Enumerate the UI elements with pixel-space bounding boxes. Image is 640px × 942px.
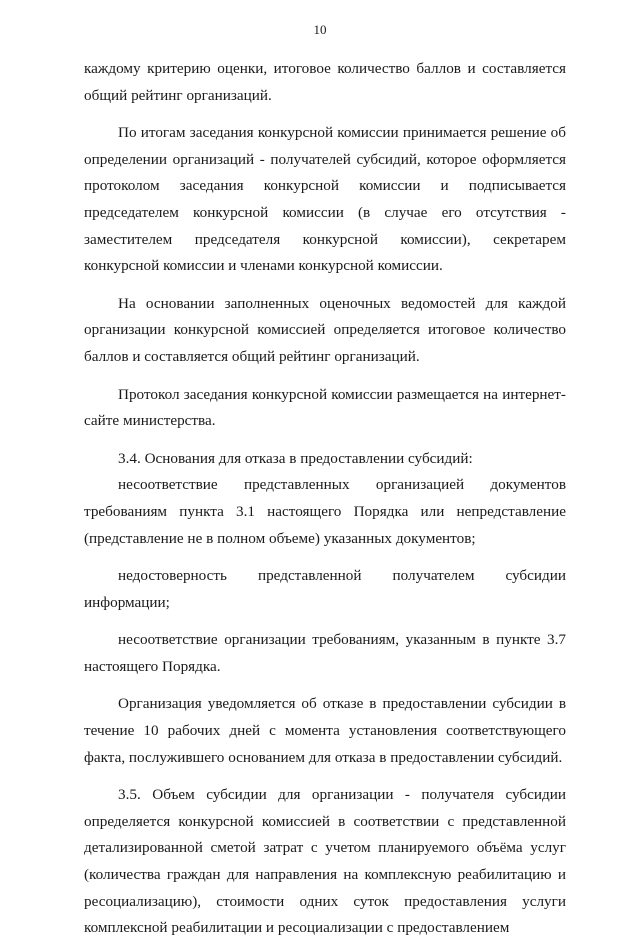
paragraph-evaluation-sheets: На основании заполненных оценочных ведомостей для каждой организации конкурсной комиссией определяется итоговое количество баллов и составляется общий рейтинг организаций. xyxy=(84,294,566,365)
paragraph-protocol-publication: Протокол заседания конкурсной комиссии размещается на интернет-сайте министерства. xyxy=(84,385,566,430)
paragraph-rating-continuation: каждому критерию оценки, итоговое количество баллов и составляется общий рейтинг организаций. xyxy=(84,60,566,104)
paragraph-refusal-requirements: несоответствие организации требованиям, указанным в пункте 3.7 настоящего Порядка. xyxy=(84,631,566,675)
paragraph-commission-decision: По итогам заседания конкурсной комиссии принимается решение об определении организаций - получателей субсидий, которое оформляется протоколом заседания конкурсной комиссии и подписывается председателем конкурсной комиссии (в случае его отсутствия - заместителем председателя конкурсной комиссии), секретарем конкурсной комиссии и членами конкурсной комиссии. xyxy=(84,124,566,275)
paragraph-refusal-documents: несоответствие представленных организацией документов требованиям пункта 3.1 настоящего Порядка или непредставление (представление не в полном объеме) указанных документов; xyxy=(84,476,566,547)
page-number: 10 xyxy=(313,22,327,37)
document-body xyxy=(84,56,566,942)
paragraph-refusal-notification: Организация уведомляется об отказе в предоставлении субсидии в течение 10 рабочих дней с момента установления соответствующего факта, послужившего основанием для отказа в предоставлении субсидий. xyxy=(84,695,566,766)
paragraph-refusal-grounds-heading: 3.4. Основания для отказа в предоставлении субсидий: xyxy=(118,449,473,467)
paragraph-refusal-unreliable-info: недостоверность представленной получателем субсидии информации; xyxy=(84,567,566,611)
paragraph-subsidy-volume: 3.5. Объем субсидии для организации - получателя субсидии определяется конкурсной комиссией в соответствии с представленной детализированной сметой затрат с учетом планируемого объёма услуг (количества граждан для направления на комплексную реабилитацию и ресоциализацию), стоимости одних суток предоставления услуги комплексной реабилитации и ресоциализации с предоставлением xyxy=(84,786,566,937)
